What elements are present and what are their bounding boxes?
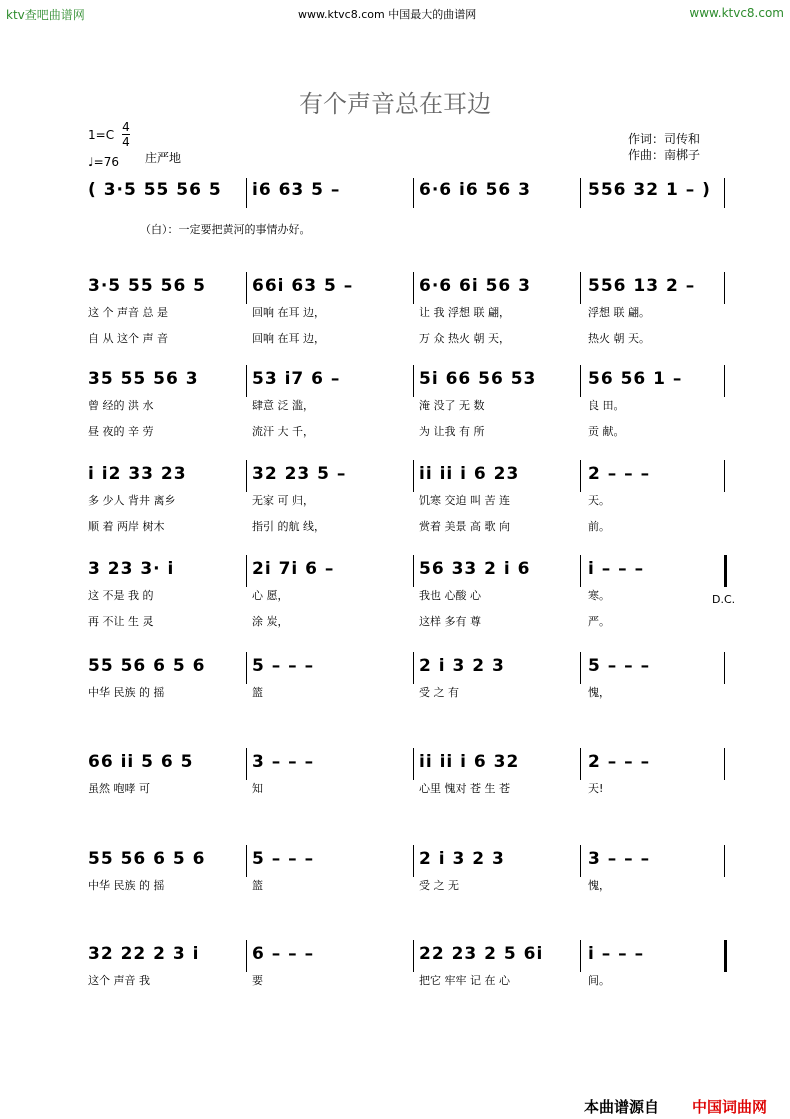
measure-notes: 32 22 2 3 i (88, 944, 200, 964)
measure-notes: 35 55 56 3 (88, 369, 199, 389)
lyric-verse-2: 顺 着 两岸 树木 (88, 520, 165, 533)
barline (724, 460, 725, 492)
measure-notes: 22 23 2 5 6i (419, 944, 544, 964)
lyric-verse-1: 天。 (588, 494, 610, 507)
time-signature-bottom: 4 (122, 135, 130, 149)
lyric-verse-1: 受 之 无 (419, 879, 459, 892)
lyric-verse-1: 愧， (588, 686, 610, 699)
barline (413, 365, 414, 397)
measure-notes: 5 – – – (252, 849, 315, 869)
measure-notes: 3 23 3· i (88, 559, 175, 579)
barline (413, 652, 414, 684)
lyric-verse-1: 无家 可 归， (252, 494, 314, 507)
intro-measure-3: 6·6 i6 56 3 (419, 180, 532, 200)
lyric-verse-1: 这 不是 我 的 (88, 589, 154, 602)
lyric-verse-1: 天! (588, 782, 604, 795)
lyric-verse-1: 曾 经的 洪 水 (88, 399, 154, 412)
lyric-verse-2: 回响 在耳 边， (252, 332, 325, 345)
lyric-verse-1: 知 (252, 782, 263, 795)
lyric-verse-1: 我也 心酸 心 (419, 589, 481, 602)
barline (724, 845, 725, 877)
composer-credit: 作曲：南梆子 (628, 148, 701, 162)
barline (724, 748, 725, 780)
barline (246, 178, 247, 208)
lyric-verse-1: 中华 民族 的 摇 (88, 686, 165, 699)
measure-notes: i i2 33 23 (88, 464, 187, 484)
lyric-verse-2: 贡 献。 (588, 425, 625, 438)
measure-notes: 2 – – – (588, 464, 651, 484)
lyric-verse-1: 篮 (252, 879, 263, 892)
measure-notes: 6 – – – (252, 944, 315, 964)
lyric-verse-1: 饥寒 交迫 叫 苦 连 (419, 494, 510, 507)
lyric-verse-1: 篮 (252, 686, 263, 699)
barline (580, 748, 581, 780)
barline (724, 272, 725, 304)
barline (246, 845, 247, 877)
measure-notes: 32 23 5 – (252, 464, 347, 484)
lyric-verse-1: 肆意 泛 滥， (252, 399, 314, 412)
barline (724, 178, 725, 208)
barline (413, 748, 414, 780)
time-signature (122, 121, 130, 148)
lyricist-credit: 作词：司传和 (628, 132, 701, 146)
lyric-verse-2: 指引 的航 线， (252, 520, 325, 533)
measure-notes: 2 i 3 2 3 (419, 849, 505, 869)
measure-notes: ii ii i 6 23 (419, 464, 520, 484)
barline (580, 845, 581, 877)
da-capo-marking: D.C. (712, 593, 736, 606)
barline (724, 555, 727, 587)
barline (246, 365, 247, 397)
lyric-verse-1: 心里 愧对 苍 生 苍 (419, 782, 510, 795)
measure-notes: 5i 66 56 53 (419, 369, 537, 389)
measure-notes: 2 i 3 2 3 (419, 656, 505, 676)
measure-notes: ii ii i 6 32 (419, 752, 520, 772)
measure-notes: 56 33 2 i 6 (419, 559, 531, 579)
lyric-verse-1: 愧， (588, 879, 610, 892)
measure-notes: 53 i7 6 – (252, 369, 341, 389)
barline (413, 178, 414, 208)
barline (580, 178, 581, 208)
lyric-verse-2: 热火 朝 天。 (588, 332, 650, 345)
measure-notes: 556 13 2 – (588, 276, 696, 296)
barline (724, 365, 725, 397)
measure-notes: 6·6 6i 56 3 (419, 276, 532, 296)
spoken-note: （白）：一定要把黄河的事情办好。 (140, 223, 311, 236)
tempo-marking: ♩=76 (88, 155, 119, 169)
barline (246, 940, 247, 972)
site-url-right[interactable]: www.ktvc8.com (689, 6, 784, 20)
lyric-verse-1: 多 少人 背井 离乡 (88, 494, 176, 507)
lyric-verse-1: 这个 声音 我 (88, 974, 150, 987)
barline (724, 652, 725, 684)
measure-notes: 2i 7i 6 – (252, 559, 335, 579)
measure-notes: 66 ii 5 6 5 (88, 752, 194, 772)
lyric-verse-1: 把它 牢牢 记 在 心 (419, 974, 510, 987)
footer-source-site[interactable]: 中国词曲网 (692, 1098, 768, 1116)
lyric-verse-2: 再 不让 生 灵 (88, 615, 154, 628)
footer-source-label: 本曲谱源自 (584, 1098, 660, 1116)
lyric-verse-2: 赏着 美景 高 歌 向 (419, 520, 510, 533)
barline (246, 748, 247, 780)
lyric-verse-2: 昼 夜的 辛 劳 (88, 425, 154, 438)
lyric-verse-1: 这 个 声音 总 是 (88, 306, 168, 319)
barline (580, 460, 581, 492)
lyric-verse-2: 自 从 这个 声 音 (88, 332, 168, 345)
measure-notes: 3·5 55 56 5 (88, 276, 207, 296)
barline (413, 272, 414, 304)
barline (246, 555, 247, 587)
lyric-verse-2: 严。 (588, 615, 610, 628)
lyric-verse-1: 中华 民族 的 摇 (88, 879, 165, 892)
barline (580, 652, 581, 684)
barline (413, 845, 414, 877)
measure-notes: 5 – – – (588, 656, 651, 676)
intro-measure-2: i6 63 5 – (252, 180, 341, 200)
lyric-verse-2: 万 众 热火 朝 天， (419, 332, 510, 345)
time-signature-top: 4 (122, 120, 130, 134)
lyric-verse-1: 心 愿， (252, 589, 289, 602)
barline (246, 272, 247, 304)
lyric-verse-1: 让 我 浮想 联 翩， (419, 306, 510, 319)
barline (580, 365, 581, 397)
measure-notes: i – – – (588, 944, 645, 964)
barline (413, 555, 414, 587)
measure-notes: 56 56 1 – (588, 369, 683, 389)
intro-measure-1: ( 3·5 55 56 5 (88, 180, 222, 200)
measure-notes: 55 56 6 5 6 (88, 849, 206, 869)
site-url-center[interactable]: www.ktvc8.com 中国最大的曲谱网 (298, 8, 477, 21)
barline (580, 272, 581, 304)
lyric-verse-2: 流汗 大 千， (252, 425, 314, 438)
lyric-verse-1: 良 田。 (588, 399, 625, 412)
barline (246, 652, 247, 684)
barline (413, 460, 414, 492)
barline (580, 940, 581, 972)
measure-notes: 3 – – – (588, 849, 651, 869)
lyric-verse-2: 涂 炭， (252, 615, 289, 628)
barline (580, 555, 581, 587)
site-name-left[interactable]: ktv查吧曲谱网 (6, 8, 85, 22)
barline (413, 940, 414, 972)
measure-notes: 55 56 6 5 6 (88, 656, 206, 676)
lyric-verse-2: 前。 (588, 520, 610, 533)
expression-marking: 庄严地 (145, 151, 182, 165)
lyric-verse-1: 受 之 有 (419, 686, 459, 699)
lyric-verse-1: 间。 (588, 974, 610, 987)
barline (724, 940, 727, 972)
lyric-verse-1: 寒。 (588, 589, 610, 602)
lyric-verse-1: 回响 在耳 边， (252, 306, 325, 319)
lyric-verse-1: 浮想 联 翩。 (588, 306, 650, 319)
lyric-verse-1: 虽然 咆哮 可 (88, 782, 150, 795)
song-title: 有个声音总在耳边 (299, 90, 491, 118)
measure-notes: 3 – – – (252, 752, 315, 772)
measure-notes: 66i 63 5 – (252, 276, 354, 296)
lyric-verse-2: 这样 多有 尊 (419, 615, 481, 628)
measure-notes: 5 – – – (252, 656, 315, 676)
key-signature: 1=C (88, 128, 115, 142)
barline (246, 460, 247, 492)
measure-notes: i – – – (588, 559, 645, 579)
measure-notes: 2 – – – (588, 752, 651, 772)
lyric-verse-1: 要 (252, 974, 263, 987)
lyric-verse-1: 淹 没了 无 数 (419, 399, 485, 412)
lyric-verse-2: 为 让我 有 所 (419, 425, 485, 438)
intro-measure-4: 556 32 1 – ) (588, 180, 711, 200)
